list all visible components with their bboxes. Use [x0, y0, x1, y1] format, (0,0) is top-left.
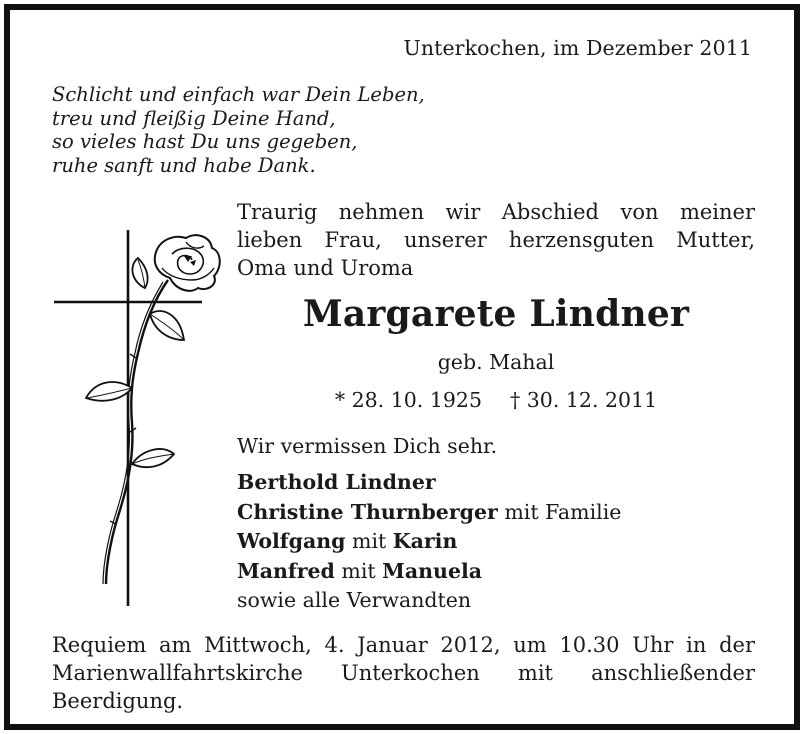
- miss-line: Wir vermissen Dich sehr.: [237, 434, 498, 458]
- death-date: † 30. 12. 2011: [510, 388, 658, 412]
- mourner-connector: mit: [334, 558, 383, 583]
- obituary-content: [10, 10, 794, 724]
- poem-line: Schlicht und einfach war Dein Leben,: [52, 83, 425, 106]
- life-dates: [237, 388, 755, 412]
- obituary-frame: [4, 4, 800, 730]
- maiden-name: geb. Mahal: [437, 350, 555, 374]
- poem-line: ruhe sanft und habe Dank.: [52, 153, 316, 177]
- intro-text: [237, 198, 755, 282]
- intro-line: Oma und Uroma: [237, 256, 414, 280]
- deceased-name: Margarete Lindner: [302, 293, 690, 335]
- intro-line: Traurig nehmen wir Abschied von meiner: [237, 200, 755, 224]
- requiem-line: Requiem am Mittwoch, 4. Januar 2012, um 10.30 Uhr in der: [52, 633, 755, 657]
- poem: [52, 83, 425, 177]
- poem-line: so vieles hast Du uns gegeben,: [52, 130, 358, 153]
- mourner-name: Berthold Lindner: [237, 470, 436, 494]
- mourner-line: [237, 498, 621, 528]
- mourner-name: Christine Thurnberger: [237, 499, 498, 524]
- birth-date: * 28. 10. 1925: [334, 388, 482, 412]
- mourner-connector: mit: [345, 529, 393, 553]
- cross-rose-icon: [50, 228, 225, 608]
- mourner-line: [237, 527, 621, 557]
- poem-line: treu und fleißig Deine Hand,: [52, 106, 336, 130]
- requiem-line: Marienwallfahrtskirche Unterkochen mit anschließender: [52, 661, 755, 685]
- requiem-notice: [52, 631, 755, 715]
- requiem-line: Beerdigung.: [52, 689, 184, 713]
- mourner-name: Wolfgang: [237, 529, 346, 553]
- mourner-name: Manfred: [237, 558, 335, 583]
- place-date: Unterkochen, im Dezember 2011: [403, 36, 752, 60]
- intro-line: lieben Frau, unserer herzensguten Mutter,: [237, 228, 755, 252]
- mourner-name: Karin: [392, 529, 458, 553]
- mourner-line: [237, 557, 621, 587]
- mourner-name: Manuela: [382, 558, 483, 583]
- mourner-line: sowie alle Verwandten: [237, 588, 472, 612]
- mourners-list: [237, 468, 621, 616]
- mourner-extra: mit Familie: [497, 499, 622, 524]
- mourner-line: [237, 468, 621, 498]
